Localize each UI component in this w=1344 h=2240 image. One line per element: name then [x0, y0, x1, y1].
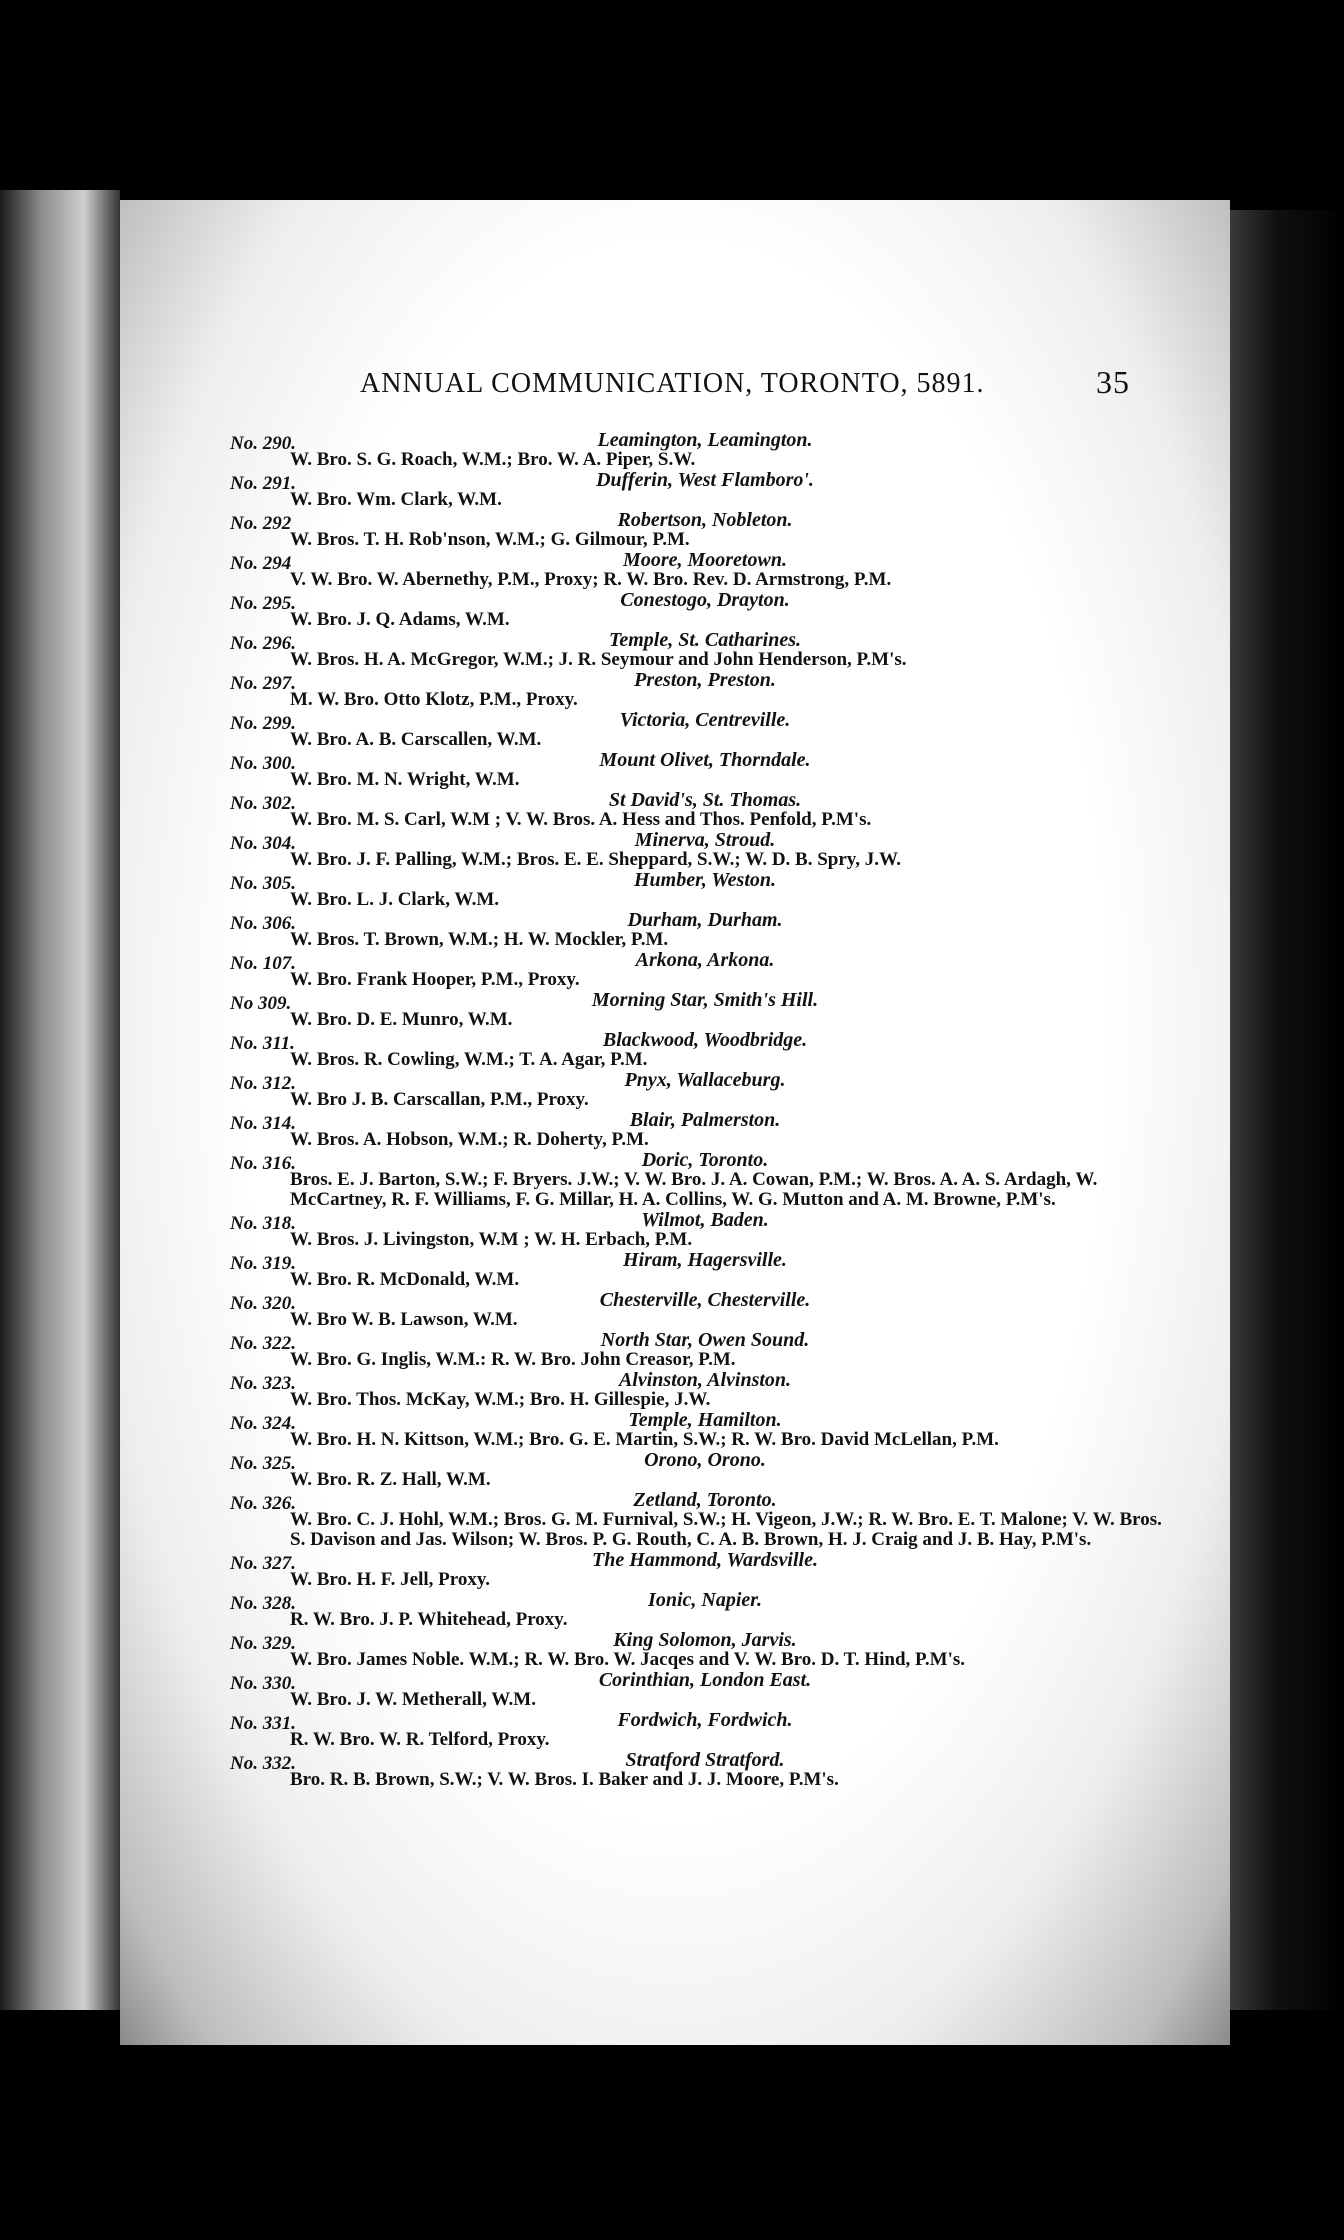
lodge-name: Wilmot, Baden. — [641, 1209, 769, 1231]
lodge-entry — [230, 830, 1180, 870]
lodge-entry — [230, 1750, 1180, 1790]
lodge-entry — [230, 1590, 1180, 1630]
lodge-entry — [230, 470, 1180, 510]
lodge-number: No. 320. — [230, 1293, 296, 1314]
lodge-name: Dufferin, West Flamboro'. — [596, 469, 814, 491]
lodge-number: No. 327. — [230, 1553, 296, 1574]
lodge-number: No. 295. — [230, 593, 296, 614]
lodge-name: Doric, Toronto. — [641, 1149, 769, 1171]
lodge-number: No. 325. — [230, 1453, 296, 1474]
lodge-number: No. 326. — [230, 1493, 296, 1514]
lodge-representatives: W. Bro. D. E. Munro, W.M. — [290, 1009, 513, 1030]
lodge-number: No. 311. — [230, 1033, 295, 1054]
lodge-entry — [230, 550, 1180, 590]
lodge-representatives: W. Bro. H. F. Jell, Proxy. — [290, 1569, 491, 1590]
lodge-heading — [230, 1629, 1180, 1654]
lodge-entry — [230, 1450, 1180, 1490]
lodge-heading — [230, 429, 1180, 454]
lodge-representatives: W. Bro. M. N. Wright, W.M. — [290, 769, 520, 790]
lodge-representatives: W. Bro. A. B. Carscallen, W.M. — [290, 729, 542, 750]
lodge-representatives: W. Bros. T. Brown, W.M.; H. W. Mockler, P.M. — [290, 929, 669, 950]
lodge-heading — [230, 629, 1180, 654]
lodge-entry — [230, 510, 1180, 550]
lodge-name: Pnyx, Wallaceburg. — [624, 1069, 786, 1091]
lodge-entry — [230, 590, 1180, 630]
lodge-representatives: W. Bros. J. Livingston, W.M ; W. H. Erbach, P.M. — [290, 1229, 693, 1250]
lodge-name: Stratford Stratford. — [625, 1749, 785, 1771]
lodge-heading — [230, 1289, 1180, 1314]
lodge-representatives: R. W. Bro. W. R. Telford, Proxy. — [290, 1729, 550, 1750]
lodge-number: No. 312. — [230, 1073, 296, 1094]
lodge-entry — [230, 710, 1180, 750]
lodge-entry — [230, 750, 1180, 790]
book-spine-shadow — [1230, 210, 1344, 2010]
lodge-entry — [230, 1210, 1180, 1250]
lodge-heading — [230, 1249, 1180, 1274]
lodge-entry — [230, 1290, 1180, 1330]
lodge-heading — [230, 1369, 1180, 1394]
lodge-name: Ionic, Napier. — [648, 1589, 762, 1611]
lodge-number: No. 324. — [230, 1413, 296, 1434]
lodge-number: No. 319. — [230, 1253, 296, 1274]
lodge-name: Zetland, Toronto. — [633, 1489, 777, 1511]
lodge-heading — [230, 549, 1180, 574]
lodge-number: No. 107. — [230, 953, 296, 974]
lodge-entry — [230, 990, 1180, 1030]
lodge-entry — [230, 430, 1180, 470]
lodge-heading — [230, 1449, 1180, 1474]
lodge-entry — [230, 1250, 1180, 1290]
lodge-representatives: W. Bro. J. Q. Adams, W.M. — [290, 609, 510, 630]
page-number: 35 — [1096, 364, 1130, 400]
lodge-representatives: W. Bro. L. J. Clark, W.M. — [290, 889, 500, 910]
lodge-name: St David's, St. Thomas. — [608, 789, 802, 811]
lodge-name: King Solomon, Jarvis. — [613, 1629, 797, 1651]
lodge-number: No. 292 — [230, 513, 292, 534]
lodge-heading — [230, 1029, 1180, 1054]
lodge-heading — [230, 1209, 1180, 1234]
lodge-number: No. 331. — [230, 1713, 296, 1734]
lodge-heading — [230, 749, 1180, 774]
lodge-name: Conestogo, Drayton. — [620, 589, 790, 611]
lodge-entry — [230, 1550, 1180, 1590]
lodge-heading — [230, 1409, 1180, 1434]
lodge-heading — [230, 509, 1180, 534]
lodge-representatives: W. Bro. Thos. McKay, W.M.; Bro. H. Gillespie, J.W. — [290, 1389, 711, 1410]
lodge-list — [230, 430, 1180, 1790]
lodge-heading — [230, 909, 1180, 934]
lodge-number: No. 291. — [230, 473, 296, 494]
lodge-name: Robertson, Nobleton. — [617, 509, 793, 531]
lodge-number: No. 330. — [230, 1673, 296, 1694]
lodge-representatives: W. Bro J. B. Carscallan, P.M., Proxy. — [290, 1089, 589, 1110]
lodge-number: No. 297. — [230, 673, 296, 694]
lodge-heading — [230, 1709, 1180, 1734]
lodge-representatives: Bros. E. J. Barton, S.W.; F. Bryers. J.W.; V. W. Bro. J. A. Cowan, P.M.; W. Bros. A. A. S. Ardagh, W. McCartney, R. F. Williams, F. G. Millar, H. A. Collins, W. G. Mutton and A. M. Browne, P.M's. — [290, 1169, 1098, 1210]
lodge-name: Minerva, Stroud. — [634, 829, 776, 851]
lodge-number: No. 306. — [230, 913, 296, 934]
lodge-name: Mount Olivet, Thorndale. — [599, 749, 811, 771]
lodge-representatives: W. Bro. H. N. Kittson, W.M.; Bro. G. E. Martin, S.W.; R. W. Bro. David McLellan, P.M. — [290, 1429, 999, 1450]
lodge-heading — [230, 1669, 1180, 1694]
lodge-name: Alvinston, Alvinston. — [618, 1369, 792, 1391]
lodge-entry — [230, 1150, 1180, 1210]
lodge-number: No. 318. — [230, 1213, 296, 1234]
lodge-heading — [230, 1749, 1180, 1774]
running-title: ANNUAL COMMUNICATION, TORONTO, 5891. — [360, 368, 985, 399]
lodge-representatives: W. Bros. R. Cowling, W.M.; T. A. Agar, P.M. — [290, 1049, 648, 1070]
lodge-name: Moore, Mooretown. — [623, 549, 787, 571]
lodge-representatives: W. Bros. A. Hobson, W.M.; R. Doherty, P.M. — [290, 1129, 649, 1150]
lodge-representatives: W. Bro. J. F. Palling, W.M.; Bros. E. E. Sheppard, S.W.; W. D. B. Spry, J.W. — [290, 849, 901, 870]
lodge-representatives: W. Bro. James Noble. W.M.; R. W. Bro. W. Jacqes and V. W. Bro. D. T. Hind, P.M's. — [290, 1649, 966, 1670]
lodge-entry — [230, 1490, 1180, 1550]
lodge-name: Temple, St. Catharines. — [608, 629, 802, 651]
lodge-heading — [230, 1589, 1180, 1614]
lodge-number: No. 328. — [230, 1593, 296, 1614]
lodge-entry — [230, 1070, 1180, 1110]
lodge-entry — [230, 1110, 1180, 1150]
lodge-number: No. 316. — [230, 1153, 296, 1174]
lodge-number: No. 329. — [230, 1633, 296, 1654]
lodge-number: No. 294 — [230, 553, 292, 574]
lodge-entry — [230, 670, 1180, 710]
lodge-heading — [230, 869, 1180, 894]
lodge-name: Hiram, Hagersville. — [623, 1249, 787, 1271]
lodge-number: No. 304. — [230, 833, 296, 854]
lodge-representatives: W. Bro. C. J. Hohl, W.M.; Bros. G. M. Furnival, S.W.; H. Vigeon, J.W.; R. W. Bro. E. T. Malone; V. W. Bros. S. Davison and Jas. Wilson; W. Bros. P. G. Routh, C. A. B. Brown, H. J. Craig and J. B. Hay, P.M's. — [290, 1509, 1162, 1550]
lodge-representatives: W. Bros. H. A. McGregor, W.M.; J. R. Seymour and John Henderson, P.M's. — [290, 649, 907, 670]
lodge-entry — [230, 870, 1180, 910]
lodge-representatives: W. Bro. G. Inglis, W.M.: R. W. Bro. John Creasor, P.M. — [290, 1349, 736, 1370]
lodge-heading — [230, 589, 1180, 614]
lodge-name: Durham, Durham. — [627, 909, 783, 931]
lodge-representatives: W. Bro. S. G. Roach, W.M.; Bro. W. A. Piper, S.W. — [290, 449, 696, 470]
lodge-entry — [230, 910, 1180, 950]
lodge-number: No. 322. — [230, 1333, 296, 1354]
lodge-entry — [230, 1630, 1180, 1670]
lodge-heading — [230, 669, 1180, 694]
lodge-number: No. 302. — [230, 793, 296, 814]
lodge-name: Blackwood, Woodbridge. — [602, 1029, 808, 1051]
lodge-representatives: W. Bro. Wm. Clark, W.M. — [290, 489, 502, 510]
lodge-heading — [230, 1549, 1180, 1574]
lodge-name: Corinthian, London East. — [598, 1669, 812, 1691]
lodge-heading — [230, 1069, 1180, 1094]
lodge-representatives: W. Bro. R. Z. Hall, W.M. — [290, 1469, 491, 1490]
lodge-name: North Star, Owen Sound. — [600, 1329, 810, 1351]
lodge-representatives: W. Bro. R. McDonald, W.M. — [290, 1269, 520, 1290]
lodge-name: Fordwich, Fordwich. — [617, 1709, 793, 1731]
page-header — [360, 364, 1130, 408]
lodge-number: No 309. — [230, 993, 292, 1014]
lodge-entry — [230, 950, 1180, 990]
lodge-entry — [230, 1410, 1180, 1450]
lodge-number: No. 299. — [230, 713, 296, 734]
lodge-heading — [230, 989, 1180, 1014]
lodge-entry — [230, 1330, 1180, 1370]
lodge-heading — [230, 1109, 1180, 1134]
lodge-representatives: W. Bros. T. H. Rob'nson, W.M.; G. Gilmour, P.M. — [290, 529, 690, 550]
lodge-entry — [230, 630, 1180, 670]
lodge-name: Temple, Hamilton. — [628, 1409, 782, 1431]
lodge-representatives: V. W. Bro. W. Abernethy, P.M., Proxy; R. W. Bro. Rev. D. Armstrong, P.M. — [290, 569, 892, 590]
lodge-number: No. 314. — [230, 1113, 296, 1134]
lodge-representatives: Bro. R. B. Brown, S.W.; V. W. Bros. I. Baker and J. J. Moore, P.M's. — [290, 1769, 839, 1790]
lodge-heading — [230, 949, 1180, 974]
lodge-number: No. 290. — [230, 433, 296, 454]
lodge-name: The Hammond, Wardsville. — [592, 1549, 818, 1571]
lodge-entry — [230, 790, 1180, 830]
lodge-name: Morning Star, Smith's Hill. — [591, 989, 819, 1011]
lodge-entry — [230, 1030, 1180, 1070]
lodge-heading — [230, 469, 1180, 494]
lodge-entry — [230, 1710, 1180, 1750]
lodge-heading — [230, 789, 1180, 814]
lodge-representatives: M. W. Bro. Otto Klotz, P.M., Proxy. — [290, 689, 578, 710]
lodge-representatives: W. Bro. J. W. Metherall, W.M. — [290, 1689, 536, 1710]
lodge-name: Arkona, Arkona. — [635, 949, 775, 971]
lodge-number: No. 323. — [230, 1373, 296, 1394]
adjacent-page-edge — [0, 190, 120, 2010]
document-page — [120, 200, 1230, 2045]
lodge-name: Preston, Preston. — [634, 669, 776, 691]
lodge-heading — [230, 709, 1180, 734]
lodge-number: No. 305. — [230, 873, 296, 894]
lodge-heading — [230, 1489, 1180, 1514]
lodge-representatives: W. Bro W. B. Lawson, W.M. — [290, 1309, 518, 1330]
lodge-name: Chesterville, Chesterville. — [599, 1289, 811, 1311]
lodge-name: Blair, Palmerston. — [629, 1109, 781, 1131]
lodge-representatives: W. Bro. Frank Hooper, P.M., Proxy. — [290, 969, 580, 990]
lodge-entry — [230, 1370, 1180, 1410]
lodge-name: Victoria, Centreville. — [619, 709, 791, 731]
lodge-representatives: W. Bro. M. S. Carl, W.M ; V. W. Bros. A. Hess and Thos. Penfold, P.M's. — [290, 809, 872, 830]
lodge-number: No. 332. — [230, 1753, 296, 1774]
lodge-representatives: R. W. Bro. J. P. Whitehead, Proxy. — [290, 1609, 568, 1630]
lodge-name: Humber, Weston. — [633, 869, 777, 891]
lodge-name: Leamington, Leamington. — [597, 429, 813, 451]
lodge-name: Orono, Orono. — [644, 1449, 766, 1471]
lodge-number: No. 296. — [230, 633, 296, 654]
lodge-number: No. 300. — [230, 753, 296, 774]
lodge-heading — [230, 829, 1180, 854]
lodge-heading — [230, 1329, 1180, 1354]
lodge-entry — [230, 1670, 1180, 1710]
lodge-heading — [230, 1149, 1180, 1174]
